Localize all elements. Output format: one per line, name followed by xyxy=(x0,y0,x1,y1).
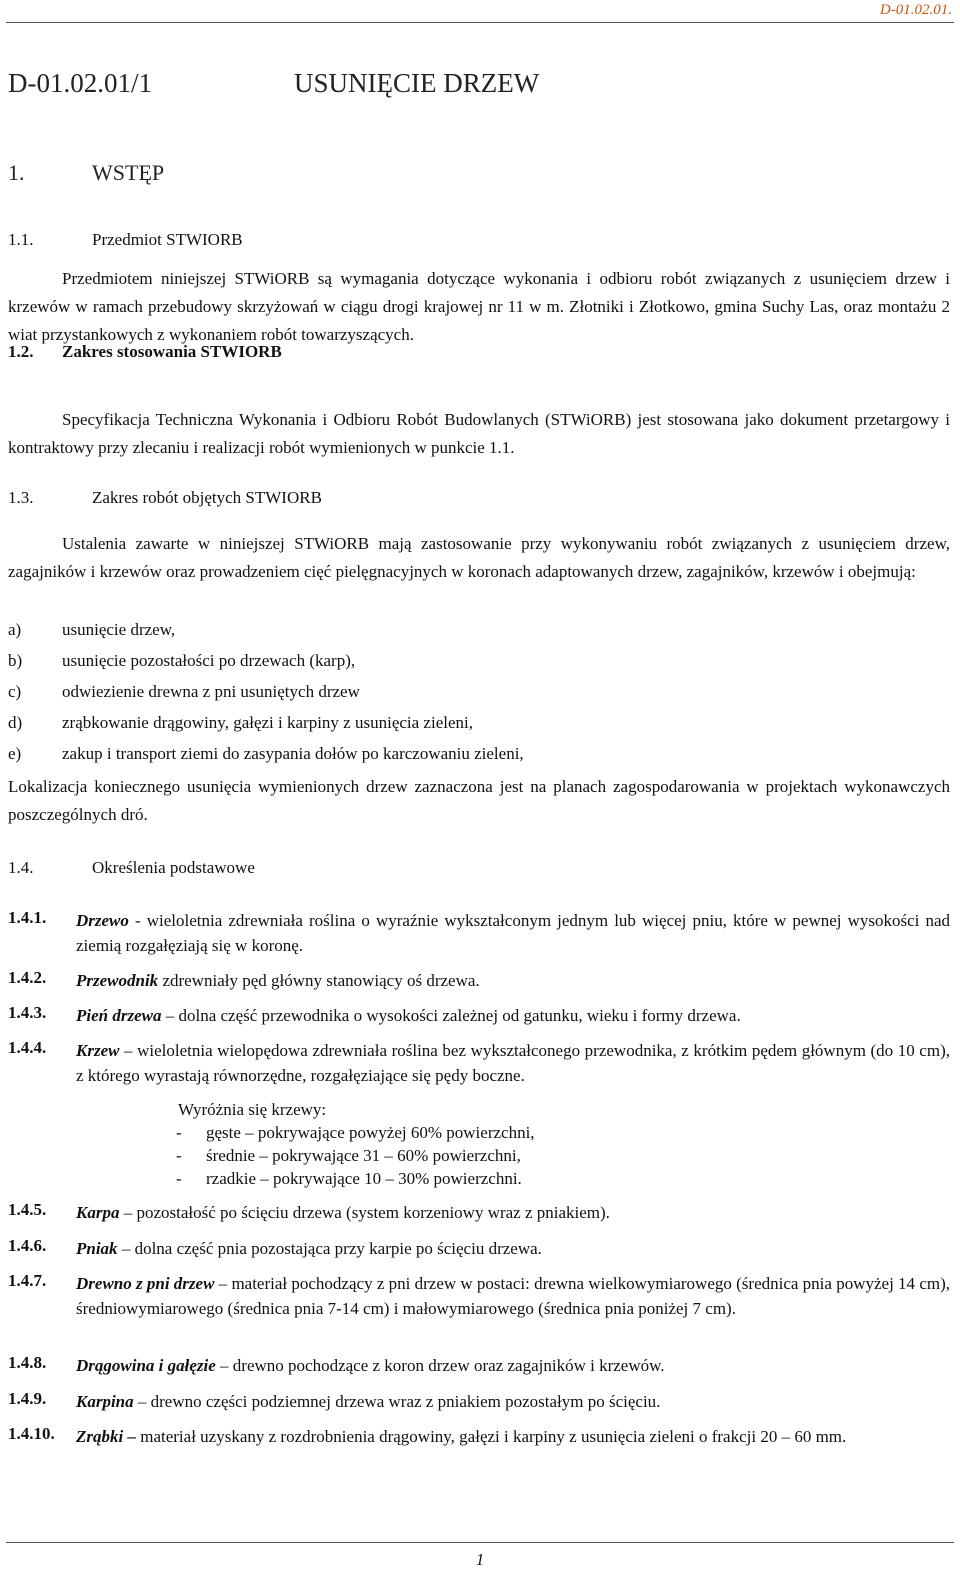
list-item: odwiezienie drewna z pni usuniętych drzew xyxy=(62,682,360,701)
document-title: USUNIĘCIE DRZEW xyxy=(294,68,540,98)
footer-divider xyxy=(6,1542,954,1543)
definition-number: 1.4.9. xyxy=(8,1389,47,1408)
definition-term: Pniak xyxy=(76,1239,118,1258)
shrub-type-text: rzadkie – pokrywające 10 – 30% powierzchni. xyxy=(206,1169,522,1188)
shrub-types xyxy=(176,1098,535,1190)
definition xyxy=(76,1038,950,1088)
definition-text: – drewno części podziemnej drzewa wraz z pniakiem pozostałym po ścięciu. xyxy=(133,1392,661,1411)
page-number: 1 xyxy=(475,1550,485,1569)
definition-number: 1.4.1. xyxy=(8,908,47,927)
document-code: D-01.02.01/1 xyxy=(8,68,152,98)
definition xyxy=(76,1353,950,1378)
subsection-number: 1.4. xyxy=(8,858,34,877)
list-item-letter: a) xyxy=(8,620,22,639)
dash-bullet: - xyxy=(176,1146,182,1165)
list-item: usunięcie pozostałości po drzewach (karp), xyxy=(62,651,356,670)
definition-number: 1.4.5. xyxy=(8,1200,47,1219)
definition-text: zdrewniały pęd główny stanowiący oś drzewa. xyxy=(158,971,480,990)
paragraph-text: Ustalenia zawarte w niniejszej STWiORB mają zastosowanie przy wykonywaniu robót związanych z usunięciem drzew, zagajników i krzewów oraz prowadzeniem cięć pielęgnacyjnych w koronach adaptowanych drzew, zagajników, krzewów i obejmują: xyxy=(8,534,950,581)
definition-number: 1.4.7. xyxy=(8,1271,47,1290)
paragraph xyxy=(8,530,950,586)
definition xyxy=(76,1003,950,1028)
subsection-title: Zakres stosowania STWIORB xyxy=(62,342,282,361)
shrub-type-item xyxy=(176,1167,535,1190)
definition-text: – dolna część przewodnika o wysokości zależnej od gatunku, wieku i formy drzewa. xyxy=(161,1006,741,1025)
subsection-title: Zakres robót objętych STWIORB xyxy=(92,488,322,507)
definition-number: 1.4.3. xyxy=(8,1003,47,1022)
list-item: usunięcie drzew, xyxy=(62,620,176,639)
subsection-number: 1.2. xyxy=(8,342,34,361)
definition-term: Krzew xyxy=(76,1041,120,1060)
paragraph xyxy=(8,265,950,349)
list-item-letter: e) xyxy=(8,744,22,763)
header-divider xyxy=(6,22,954,23)
definition-text: – materiał pochodzący z pni drzew w postaci: drewna wielkowymiarowego (średnica pnia powyżej 14 cm), średniowymiarowego (średnica pnia 7-14 cm) i małowymiarowego (średnica pnia poniżej 7 cm). xyxy=(76,1274,950,1318)
definition-term: Karpa xyxy=(76,1203,120,1222)
list-item-letter: b) xyxy=(8,651,23,670)
dash-bullet: - xyxy=(176,1123,182,1142)
list-item-letter: c) xyxy=(8,682,22,701)
definition-text: - wieloletnia zdrewniała roślina o wyraźnie wykształconym jednym lub więcej pniu, które w pewnej wysokości nad ziemią rozgałęziają się w koronę. xyxy=(76,911,950,955)
shrub-types-intro: Wyróżnia się krzewy: xyxy=(178,1100,327,1119)
definition-text: – drewno pochodzące z koron drzew oraz zagajników i krzewów. xyxy=(215,1356,665,1375)
shrub-type-text: gęste – pokrywające powyżej 60% powierzchni, xyxy=(206,1123,535,1142)
definition-text: – wieloletnia wielopędowa zdrewniała roślina bez wykształconego przewodnika, z krótkim pędem głównym (do 10 cm), z którego wyrastają równorzędne, rozgałęziające się pędy boczne. xyxy=(76,1041,950,1085)
dash-bullet: - xyxy=(176,1169,182,1188)
definition-term: Zrąbki – xyxy=(76,1427,136,1446)
subsection-number: 1.3. xyxy=(8,488,34,507)
definition xyxy=(76,1236,950,1261)
header-doc-code: D-01.02.01. xyxy=(879,2,952,18)
definition-text: materiał uzyskany z rozdrobnienia drągowiny, gałęzi i karpiny z usunięcia zieleni o frakcji 20 – 60 mm. xyxy=(135,1427,847,1446)
subsection-title: Przedmiot STWIORB xyxy=(92,230,243,249)
paragraph xyxy=(8,406,950,462)
definition-number: 1.4.2. xyxy=(8,968,47,987)
definition-term: Drzewo xyxy=(76,911,129,930)
list-item: zakup i transport ziemi do zasypania dołów po karczowaniu zieleni, xyxy=(62,744,524,763)
definition xyxy=(76,1271,950,1321)
definition-term: Przewodnik xyxy=(76,971,159,990)
definition-term: Karpina xyxy=(76,1392,134,1411)
location-paragraph: Lokalizacja koniecznego usunięcia wymienionych drzew zaznaczona jest na planach zagospodarowania w projektach wykonawczych poszczególnych dró. xyxy=(8,777,950,824)
definition-number: 1.4.8. xyxy=(8,1353,47,1372)
definition-text: – dolna część pnia pozostająca przy karpie po ścięciu drzewa. xyxy=(117,1239,542,1258)
subsection-title: Określenia podstawowe xyxy=(92,858,255,877)
definition-number: 1.4.4. xyxy=(8,1038,47,1057)
definition-term: Pień drzewa xyxy=(76,1006,162,1025)
definition xyxy=(76,968,950,993)
paragraph-text: Specyfikacja Techniczna Wykonania i Odbioru Robót Budowlanych (STWiORB) jest stosowana jako dokument przetargowy i kontraktowy przy zlecaniu i realizacji robót wymienionych w punkcie 1.1. xyxy=(8,410,950,457)
definition xyxy=(76,1424,950,1449)
list-item-letter: d) xyxy=(8,713,23,732)
definition xyxy=(76,908,950,958)
definition-term: Drągowina i gałęzie xyxy=(76,1356,216,1375)
list-item: zrąbkowanie drągowiny, gałęzi i karpiny z usunięcia zieleni, xyxy=(62,713,473,732)
shrub-type-text: średnie – pokrywające 31 – 60% powierzchni, xyxy=(206,1146,521,1165)
definition-number: 1.4.10. xyxy=(8,1424,55,1443)
definition xyxy=(76,1389,950,1414)
paragraph-text: Przedmiotem niniejszej STWiORB są wymagania dotyczące wykonania i odbioru robót związanych z usunięciem drzew i krzewów w ramach przebudowy skrzyżowań w ciągu drogi krajowej nr 11 w m. Złotniki i Złotkowo, gmina Suchy Las, oraz montażu 2 wiat przystankowych z wykonaniem robót towarzyszących. xyxy=(8,269,950,344)
shrub-type-item xyxy=(176,1121,535,1144)
definition xyxy=(76,1200,950,1225)
definition-number: 1.4.6. xyxy=(8,1236,47,1255)
definition-text: – pozostałość po ścięciu drzewa (system korzeniowy wraz z pniakiem). xyxy=(119,1203,610,1222)
section-number: 1. xyxy=(8,160,25,185)
definition-term: Drewno z pni drzew xyxy=(76,1274,215,1293)
section-title: WSTĘP xyxy=(92,160,165,185)
shrub-type-item xyxy=(176,1144,535,1167)
subsection-number: 1.1. xyxy=(8,230,34,249)
